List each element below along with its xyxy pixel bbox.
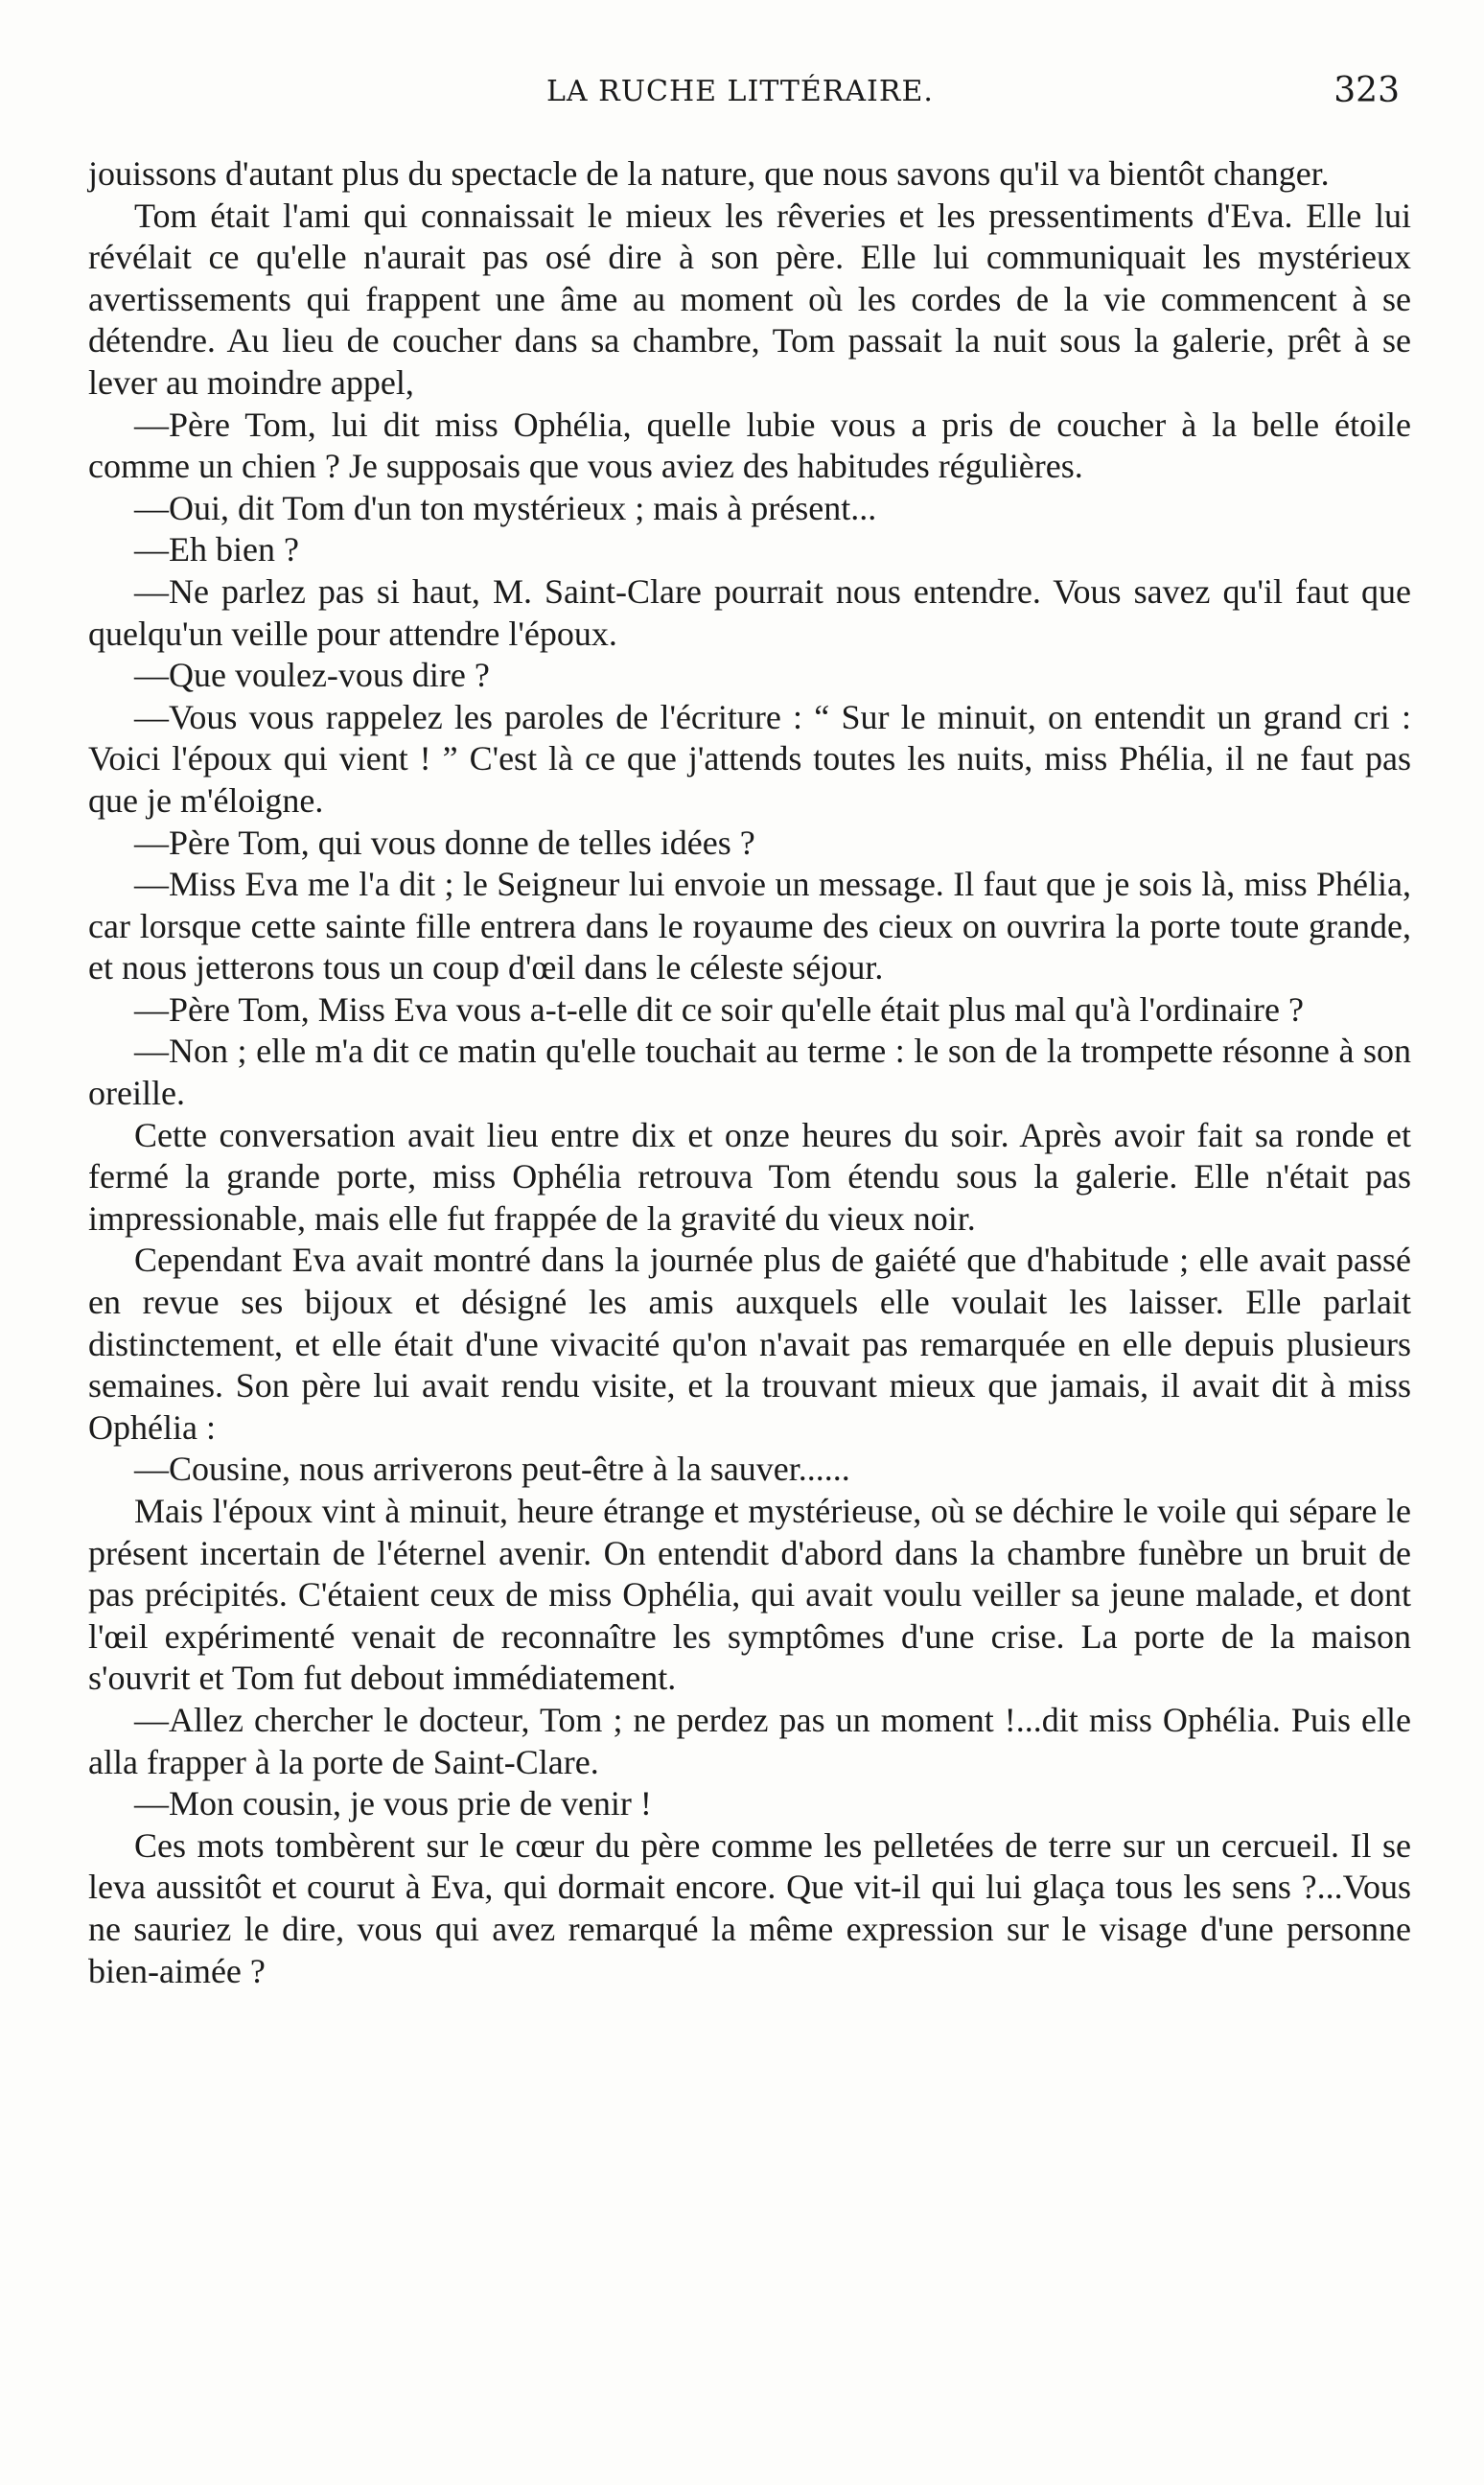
paragraph: —Que voulez-vous dire ? (134, 656, 490, 695)
paragraph: Ces mots tombèrent sur le cœur du père comme les pelletées de terre sur un cercueil. Il se leva aussitôt et courut à Eva, qui dormait encore. Que vit-il qui lui glaça tous les sens ?...Vous ne sauriez le dire, vous qui avez remarqué la même expression sur le visage d'une personne bien-aimée ? (88, 1825, 1411, 1990)
running-title: LA RUCHE LITTÉRAIRE. (546, 75, 934, 108)
paragraph: —Père Tom, qui vous donne de telles idées ? (134, 823, 755, 862)
paragraph: —Mon cousin, je vous prie de venir ! (134, 1784, 652, 1823)
paragraph: —Vous vous rappelez les paroles de l'écriture : “ Sur le minuit, on entendit un grand cri : Voici l'époux qui vient ! ” C'est là ce que j'attends toutes les nuits, miss Phélia, il ne faut pas que je m'éloigne. (88, 697, 1411, 820)
paragraph: —Père Tom, lui dit miss Ophélia, quelle lubie vous a pris de coucher à la belle étoile comme un chien ? Je supposais que vous aviez des habitudes régulières. (88, 405, 1411, 486)
paragraph: Mais l'époux vint à minuit, heure étrange et mystérieuse, où se déchire le voile qui sépare le présent incertain de l'éternel avenir. On entendit d'abord dans la chambre funèbre un bruit de pas précipités. C'étaient ceux de miss Ophélia, qui avait voulu veiller sa jeune malade, et dont l'œil expérimenté venait de reconnaître les symptômes d'une crise. La porte de la maison s'ouvrit et Tom fut debout immédiatement. (88, 1492, 1411, 1698)
paragraph: Cette conversation avait lieu entre dix et onze heures du soir. Après avoir fait sa ronde et fermé la grande porte, miss Ophélia retrouva Tom étendu sous la galerie. Elle n'était pas impressionable, mais elle fut frappée de la gravité du vieux noir. (88, 1115, 1411, 1238)
paragraph: —Non ; elle m'a dit ce matin qu'elle touchait au terme : le son de la trompette résonne à son oreille. (88, 1032, 1411, 1113)
page-header (96, 71, 1409, 132)
paragraph: —Oui, dit Tom d'un ton mystérieux ; mais à présent... (134, 488, 877, 527)
body-text (88, 153, 1411, 1992)
paragraph: Tom était l'ami qui connaissait le mieux les rêveries et les pressentiments d'Eva. Elle lui révélait ce qu'elle n'aurait pas osé dire à son père. Elle lui communiquait les mystérieux avertissements qui frappent une âme au moment où les cordes de la vie commencent à se détendre. Au lieu de coucher dans sa chambre, Tom passait la nuit sous la galerie, prêt à se lever au moindre appel, (88, 196, 1411, 402)
paragraph: —Cousine, nous arriverons peut-être à la sauver...... (134, 1450, 850, 1489)
paragraph: jouissons d'autant plus du spectacle de la nature, que nous savons qu'il va bientôt changer. (88, 154, 1330, 193)
paragraph: —Miss Eva me l'a dit ; le Seigneur lui envoie un message. Il faut que je sois là, miss Phélia, car lorsque cette sainte fille entrera dans le royaume des cieux on ouvrira la porte toute grande, et nous jetterons tous un coup d'œil dans le céleste séjour. (88, 865, 1411, 987)
paragraph: —Eh bien ? (134, 530, 299, 569)
paragraph: —Ne parlez pas si haut, M. Saint-Clare pourrait nous entendre. Vous savez qu'il faut que quelqu'un veille pour attendre l'époux. (88, 571, 1411, 653)
paragraph: —Père Tom, Miss Eva vous a-t-elle dit ce soir qu'elle était plus mal qu'à l'ordinaire ? (134, 989, 1304, 1029)
paragraph: —Allez chercher le docteur, Tom ; ne perdez pas un moment !...dit miss Ophélia. Puis elle alla frapper à la porte de Saint-Clare. (88, 1700, 1411, 1781)
page-number: 323 (1333, 71, 1400, 110)
paragraph: Cependant Eva avait montré dans la journée plus de gaiété que d'habitude ; elle avait passé en revue ses bijoux et désigné les amis auxquels elle voulait les laisser. Elle parlait distinctement, et elle était d'une vivacité qu'on n'avait pas remarquée en elle depuis plusieurs semaines. Son père lui avait rendu visite, et la trouvant mieux que jamais, il avait dit à miss Ophélia : (88, 1241, 1411, 1447)
